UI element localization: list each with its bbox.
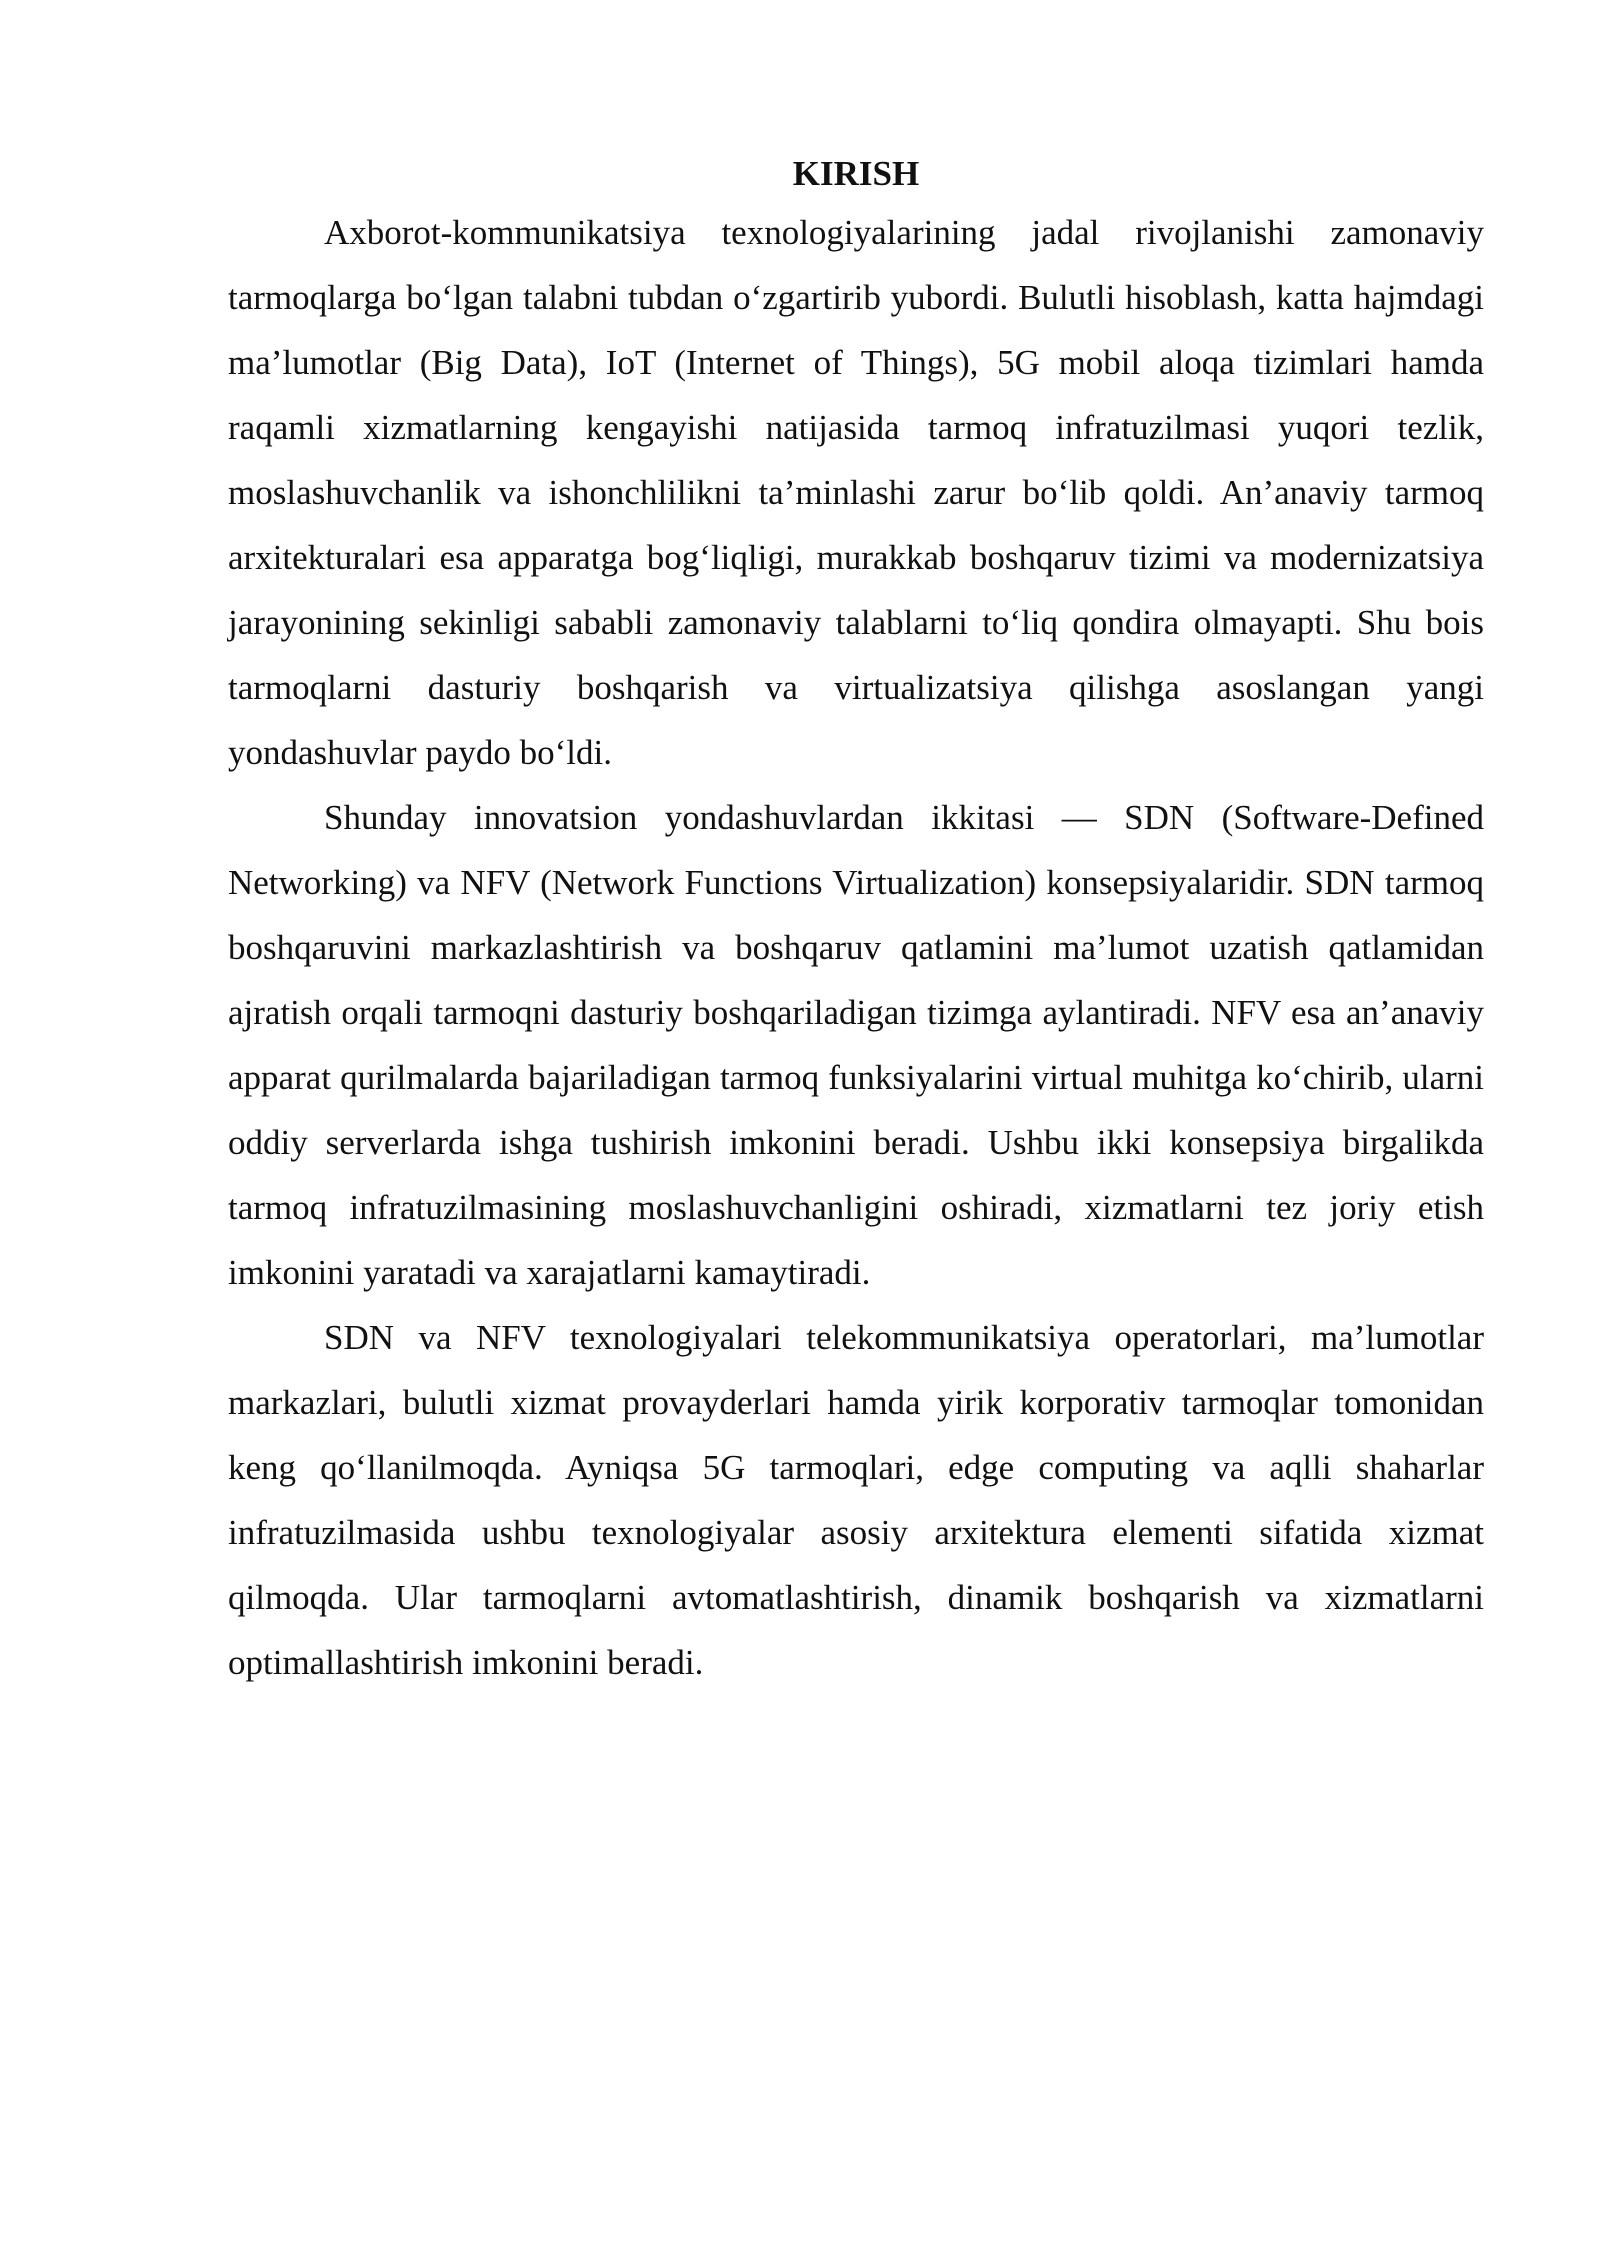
section-heading: KIRISH <box>792 154 920 193</box>
paragraph-intro: Axborot-kommunikatsiya texnologiyalarining jadal rivojlanishi zamonaviy tarmoqlarga bo‘lgan talabni tubdan o‘zgartirib yubordi. Bulutli hisoblash, katta hajmdagi ma’lumotlar (Big Data), IoT (Internet of Things), 5G mobil aloqa tizimlari hamda raqamli xizmatlarning kengayishi natijasida tarmoq infratuzilmasi yuqori tezlik, moslashuvchanlik va ishonchlilikni ta’minlashi zarur bo‘lib qoldi. An’anaviy tarmoq arxitekturalari esa apparatga bog‘liqligi, murakkab boshqaruv tizimi va modernizatsiya jarayonining sekinligi sababli zamonaviy talablarni to‘liq qondira olmayapti. Shu bois tarmoqlarni dasturiy boshqarish va virtualizatsiya qilishga asoslangan yangi yondashuvlar paydo bo‘ldi. <box>228 213 1484 772</box>
paragraph-sdn-nfv: Shunday innovatsion yondashuvlardan ikkitasi — SDN (Software-Defined Networking) va NFV (Network Functions Virtualization) konsepsiyalaridir. SDN tarmoq boshqaruvini markazlashtirish va boshqaruv qatlamini ma’lumot uzatish qatlamidan ajratish orqali tarmoqni dasturiy boshqariladigan tizimga aylantiradi. NFV esa an’anaviy apparat qurilmalarda bajariladigan tarmoq funksiyalarini virtual muhitga ko‘chirib, ularni oddiy serverlarda ishga tushirish imkonini beradi. Ushbu ikki konsepsiya birgalikda tarmoq infratuzilmasining moslashuvchanligini oshiradi, xizmatlarni tez joriy etish imkonini yaratadi va xarajatlarni kamaytiradi. <box>228 798 1484 1292</box>
paragraph-applications: SDN va NFV texnologiyalari telekommunikatsiya operatorlari, ma’lumotlar markazlari, bulutli xizmat provayderlari hamda yirik korporativ tarmoqlar tomonidan keng qo‘llanilmoqda. Ayniqsa 5G tarmoqlari, edge computing va aqlli shaharlar infratuzilmasida ushbu texnologiyalar asosiy arxitektura elementi sifatida xizmat qilmoqda. Ular tarmoqlarni avtomatlashtirish, dinamik boshqarish va xizmatlarni optimallashtirish imkonini beradi. <box>228 1318 1484 1682</box>
document-body <box>228 148 1484 1695</box>
